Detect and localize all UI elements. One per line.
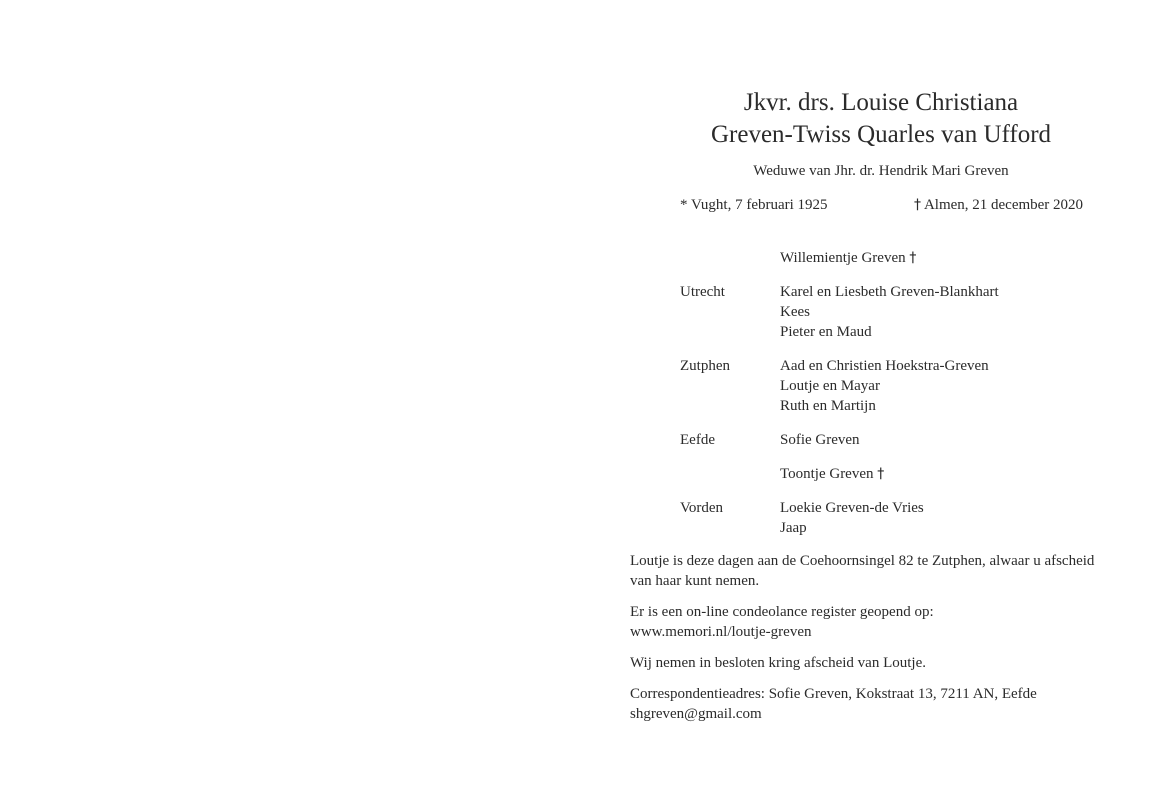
family-member: [780, 248, 916, 268]
family-row: [680, 464, 1120, 484]
family-row: [680, 430, 1120, 450]
family-member: [780, 518, 924, 538]
family-member-name: Jaap: [780, 520, 807, 536]
family-members: [780, 282, 999, 342]
note-line: shgreven@gmail.com: [630, 706, 762, 722]
family-place: [680, 248, 780, 268]
cross-icon: †: [909, 250, 917, 266]
family-member-name: Loutje en Mayar: [780, 378, 880, 394]
note-line: Wij nemen in besloten kring afscheid van Loutje.: [630, 655, 926, 671]
family-row: [680, 282, 1120, 342]
family-member: [780, 282, 999, 302]
family-member-name: Karel en Liesbeth Greven-Blankhart: [780, 284, 999, 300]
note-line: Er is een on-line condeolance register geopend op:: [630, 604, 934, 620]
family-member-name: Ruth en Martijn: [780, 398, 876, 414]
family-member-name: Willemientje Greven: [780, 250, 906, 266]
note-paragraph: [630, 602, 1130, 642]
note-line: van haar kunt nemen.: [630, 573, 760, 589]
family-member: [780, 464, 884, 484]
family-members: [780, 464, 884, 484]
death-date-text: Almen, 21 december 2020: [923, 197, 1084, 213]
note-line: www.memori.nl/loutje-greven: [630, 624, 812, 640]
memorial-card: [630, 0, 1140, 807]
note-paragraph: [630, 551, 1130, 591]
family-list: [680, 248, 1120, 552]
family-place: Eefde: [680, 432, 715, 448]
family-member: [780, 396, 989, 416]
family-member: [780, 430, 860, 450]
family-member-name: Sofie Greven: [780, 432, 860, 448]
cross-icon: †: [877, 466, 885, 482]
note-paragraph: [630, 684, 1130, 724]
family-member: [780, 498, 924, 518]
family-member-name: Kees: [780, 304, 810, 320]
family-member: [780, 356, 989, 376]
note-line: Loutje is deze dagen aan de Coehoornsingel 82 te Zutphen, alwaar u afscheid: [630, 553, 1095, 569]
family-row: [680, 248, 1120, 268]
family-place: Zutphen: [680, 358, 730, 374]
birth-date: * Vught, 7 februari 1925: [680, 197, 828, 213]
deceased-name-line2: Greven-Twiss Quarles van Ufford: [710, 121, 1052, 148]
notes-section: [630, 551, 1130, 735]
deceased-name-line1: Jkvr. drs. Louise Christiana: [743, 89, 1019, 116]
note-line: Correspondentieadres: Sofie Greven, Kokstraat 13, 7211 AN, Eefde: [630, 686, 1037, 702]
note-paragraph: [630, 653, 1130, 673]
widow-of-text: Weduwe van Jhr. dr. Hendrik Mari Greven: [753, 163, 1009, 179]
family-member-name: Loekie Greven-de Vries: [780, 500, 924, 516]
family-members: [780, 430, 860, 450]
family-member-name: Toontje Greven: [780, 466, 874, 482]
family-row: [680, 498, 1120, 538]
cross-icon: †: [914, 197, 921, 213]
family-place: Vorden: [680, 500, 724, 516]
family-members: [780, 356, 989, 416]
family-row: [680, 356, 1120, 416]
family-place: [680, 464, 780, 484]
family-members: [780, 498, 924, 538]
family-place: Utrecht: [680, 284, 725, 300]
family-members: [780, 248, 916, 268]
family-member: [780, 322, 999, 342]
family-member-name: Pieter en Maud: [780, 324, 872, 340]
family-member-name: Aad en Christien Hoekstra-Greven: [780, 358, 989, 374]
family-member: [780, 376, 989, 396]
death-date: [914, 195, 1083, 215]
family-member: [780, 302, 999, 322]
